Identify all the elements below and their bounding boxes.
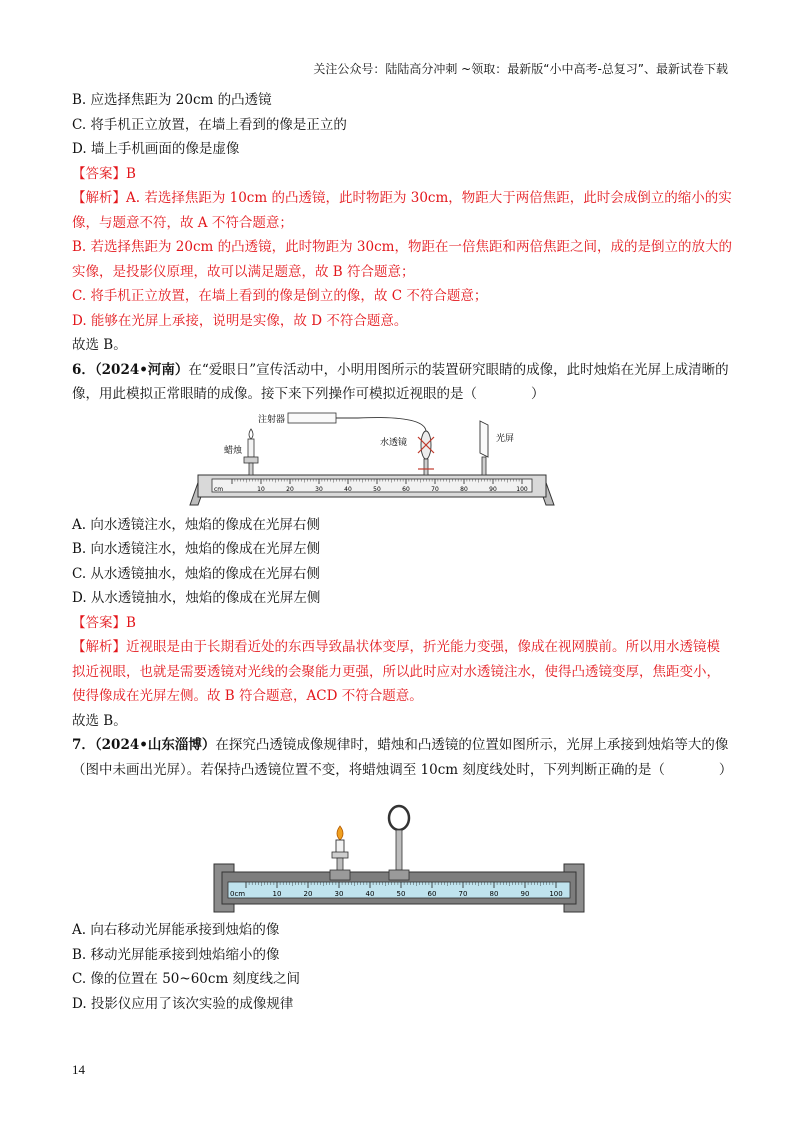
candle-label: 蜡烛	[224, 445, 243, 456]
lens-bench-figure	[72, 792, 732, 916]
candle-base	[330, 870, 350, 880]
q5-conclusion: 故选 B。	[72, 337, 127, 353]
lens-base	[389, 870, 409, 880]
ruler-tick-label: 50	[396, 890, 406, 898]
page-number: 14	[72, 1062, 85, 1077]
ruler-tick-label: 20	[303, 890, 313, 898]
q7-stem	[72, 733, 732, 782]
page-content	[72, 88, 732, 1016]
q6-option-b: B. 向水透镜注水，烛焰的像成在光屏左侧	[72, 541, 321, 557]
q5-answer: 【答案】B	[72, 165, 136, 182]
syringe-tube	[358, 417, 426, 430]
q5-analysis-c: C. 将手机正立放置，在墙上看到的像是倒立的像，故 C 不符合题意；	[72, 288, 488, 304]
candle-holder	[244, 457, 258, 463]
q6-option-a: A. 向水透镜注水，烛焰的像成在光屏右侧	[72, 516, 320, 533]
q6-option-c: C. 从水透镜抽水，烛焰的像成在光屏右侧	[72, 565, 320, 582]
ruler-tick-label: 10	[272, 890, 282, 898]
ruler-tick-label: 100	[549, 890, 563, 898]
candle-flame	[337, 826, 343, 840]
q7-figure	[72, 792, 732, 916]
screen-label: 光屏	[496, 433, 515, 444]
lens-post	[424, 459, 428, 475]
q6-stem	[72, 358, 732, 407]
q6-option-d: D. 从水透镜抽水，烛焰的像成在光屏左侧	[72, 590, 321, 606]
ruler-tick-label: 30	[334, 890, 344, 898]
ruler-tick-label: 60	[402, 485, 410, 493]
ruler-tick-label: 20	[286, 485, 294, 493]
ruler-tick-label: 40	[344, 485, 352, 493]
ruler-unit: cm	[214, 485, 224, 493]
candle-flame	[249, 429, 253, 439]
candle-holder	[332, 852, 348, 858]
water-lens-label: 水透镜	[380, 437, 408, 448]
q6-source: （2024•河南）	[94, 361, 189, 378]
candle	[248, 439, 254, 457]
ruler-tick-label: 90	[489, 485, 497, 493]
q6-number: 6．	[72, 361, 95, 378]
q6-stem-text: 在“爱眼日”宣传活动中，小明用图所示的装置研究眼睛的成像，此时烛焰在光屏上成清晰的像，用此模拟正常眼睛的成像。接下来下列操作可模拟近视眼的是（ ）	[72, 361, 729, 402]
page-header: 关注公众号：陆陆高分冲刺 ~领取：最新版“小中高考-总复习”、最新试卷下载	[313, 62, 728, 76]
ruler-tick-label: 60	[427, 890, 437, 898]
ruler-tick-label: 30	[315, 485, 323, 493]
q5-analysis-a: 【解析】A. 若选择焦距为 10cm 的凸透镜，此时物距为 30cm，物距大于两倍焦距，此时会成倒立的缩小的实像，与题意不符，故 A 不符合题意；	[72, 190, 732, 231]
ruler-tick-label: 10	[257, 485, 265, 493]
q5-analysis-d: D. 能够在光屏上承接，说明是实像，故 D 不符合题意。	[72, 312, 408, 329]
ruler-unit: 0cm	[230, 890, 246, 898]
q7-source: （2024•山东淄博）	[94, 737, 216, 753]
q6-conclusion: 故选 B。	[72, 712, 127, 729]
q7-number: 7．	[72, 737, 95, 753]
ruler-tick-label: 70	[458, 890, 468, 898]
light-screen	[480, 421, 488, 457]
screen-post	[482, 457, 486, 475]
q5-option-b: B. 应选择焦距为 20cm 的凸透镜	[72, 92, 272, 108]
q7-stem-text: 在探究凸透镜成像规律时，蜡烛和凸透镜的位置如图所示，光屏上承接到烛焰等大的像（图中未画出光屏）。若保持凸透镜位置不变，将蜡烛调至 10cm 刻度线处时，下列判断正确的是（ ）	[72, 737, 733, 778]
optical-bench-figure	[72, 409, 732, 513]
ruler-tick-label: 80	[489, 890, 499, 898]
q7-option-b: B. 移动光屏能承接到烛焰缩小的像	[72, 946, 280, 963]
q7-option-d: D. 投影仪应用了该次实验的成像规律	[72, 995, 294, 1012]
q6-analysis: 【解析】近视眼是由于长期看近处的东西导致晶状体变厚，折光能力变强，像成在视网膜前。所以用水透镜模拟近视眼，也就是需要透镜对光线的会聚能力更强，所以此时应对水透镜注水，使得凸透镜变厚，焦距变小，使得像成在光屏左侧。故 B 符合题意，ACD 不符合题意。	[72, 639, 720, 704]
ruler-tick-label: 90	[520, 890, 530, 898]
ruler-tick-label: 40	[365, 890, 375, 898]
ruler-tick-label: 70	[431, 485, 439, 493]
ruler-tick-label: 80	[460, 485, 468, 493]
q6-answer: 【答案】B	[72, 614, 136, 631]
q5-option-d: D. 墙上手机画面的像是虚像	[72, 141, 240, 157]
candle-post	[249, 463, 253, 475]
q6-figure	[72, 409, 732, 513]
lens-post	[396, 830, 402, 870]
ruler-tick-label: 100	[516, 485, 528, 493]
convex-lens	[389, 806, 409, 830]
q7-option-a: A. 向右移动光屏能承接到烛焰的像	[72, 922, 280, 938]
syringe-label: 注射器	[258, 414, 286, 425]
q5-option-c: C. 将手机正立放置，在墙上看到的像是正立的	[72, 116, 347, 133]
q7-option-c: C. 像的位置在 50~60cm 刻度线之间	[72, 971, 301, 987]
syringe	[288, 413, 336, 423]
q5-analysis-b: B. 若选择焦距为 20cm 的凸透镜，此时物距为 30cm，物距在一倍焦距和两倍焦距之间，成的是倒立的放大的实像，是投影仪原理，故可以满足题意，故 B 符合题意；	[72, 239, 732, 280]
ruler-tick-label: 50	[373, 485, 381, 493]
